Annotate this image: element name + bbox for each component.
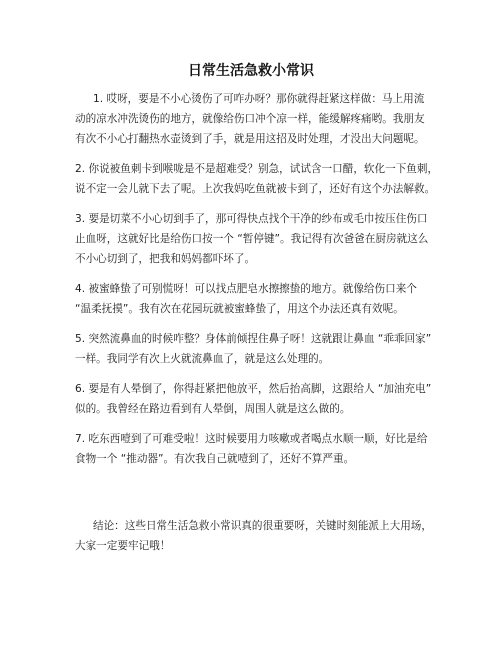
paragraph-line: 3. 要是切菜不小心切到手了，那可得快点找个干净的纱布或毛巾按压住伤口	[75, 213, 428, 225]
paragraph-line: 7. 吃东西噎到了可难受啦！这时候要用力咳嗽或者喝点水顺一顺，好比是给	[75, 433, 428, 445]
paragraph-line: 止血呀，这就好比是给伤口按一个 “暂停键”。我记得有次爸爸在厨房就这么	[75, 233, 429, 245]
paragraph-line: 动的凉水冲洗烫伤的地方，就像给伤口冲个凉一样，能缓解疼痛哟。我朋友	[75, 113, 425, 125]
paragraph-line: 6. 要是有人晕倒了，你得赶紧把他放平，然后抬高脚，这跟给人 “加油充电”	[75, 383, 432, 395]
paragraph-line: 不小心切到了，把我和妈妈都吓坏了。	[75, 253, 256, 265]
paragraph-line: 结论：这些日常生活急救小常识真的很重要呀，关键时刻能派上大用场，	[93, 520, 432, 532]
paragraph-line: 2. 你说被鱼刺卡到喉咙是不是超难受？别急，试试含一口醋，软化一下鱼刺，	[75, 163, 439, 175]
paragraph-line: “温柔抚摸”。我有次在花园玩就被蜜蜂蛰了，用这个办法还真有效呢。	[75, 303, 404, 315]
paragraph-line: 大家一定要牢记哦！	[75, 540, 171, 552]
page-title: 日常生活急救小常识	[188, 63, 314, 79]
paragraph-line: 说不定一会儿就下去了呢。上次我妈吃鱼就被卡到了，还好有这个办法解救。	[75, 183, 436, 195]
paragraph-line: 4. 被蜜蜂蛰了可别慌呀！可以找点肥皂水擦擦蛰的地方。就像给伤口来个	[75, 283, 417, 295]
paragraph-line: 似的。我曾经在路边看到有人晕倒，周围人就是这么做的。	[75, 403, 351, 415]
paragraph-line: 一样。我同学有次上火就流鼻血了，就是这么处理的。	[75, 353, 330, 365]
paragraph-line: 食物一个 “推动器”。有次我自己就噎到了，还好不算严重。	[75, 453, 355, 465]
paragraph-line: 有次不小心打翻热水壶烫到了手，就是用这招及时处理，才没出大问题呢。	[75, 133, 425, 145]
paragraph-line: 5. 突然流鼻血的时候咋整？身体前倾捏住鼻子呀！这就跟让鼻血 “乖乖回家”	[75, 333, 432, 345]
paragraph-line: 1. 哎呀，要是不小心烫伤了可咋办呀？那你就得赶紧这样做：马上用流	[93, 93, 425, 105]
